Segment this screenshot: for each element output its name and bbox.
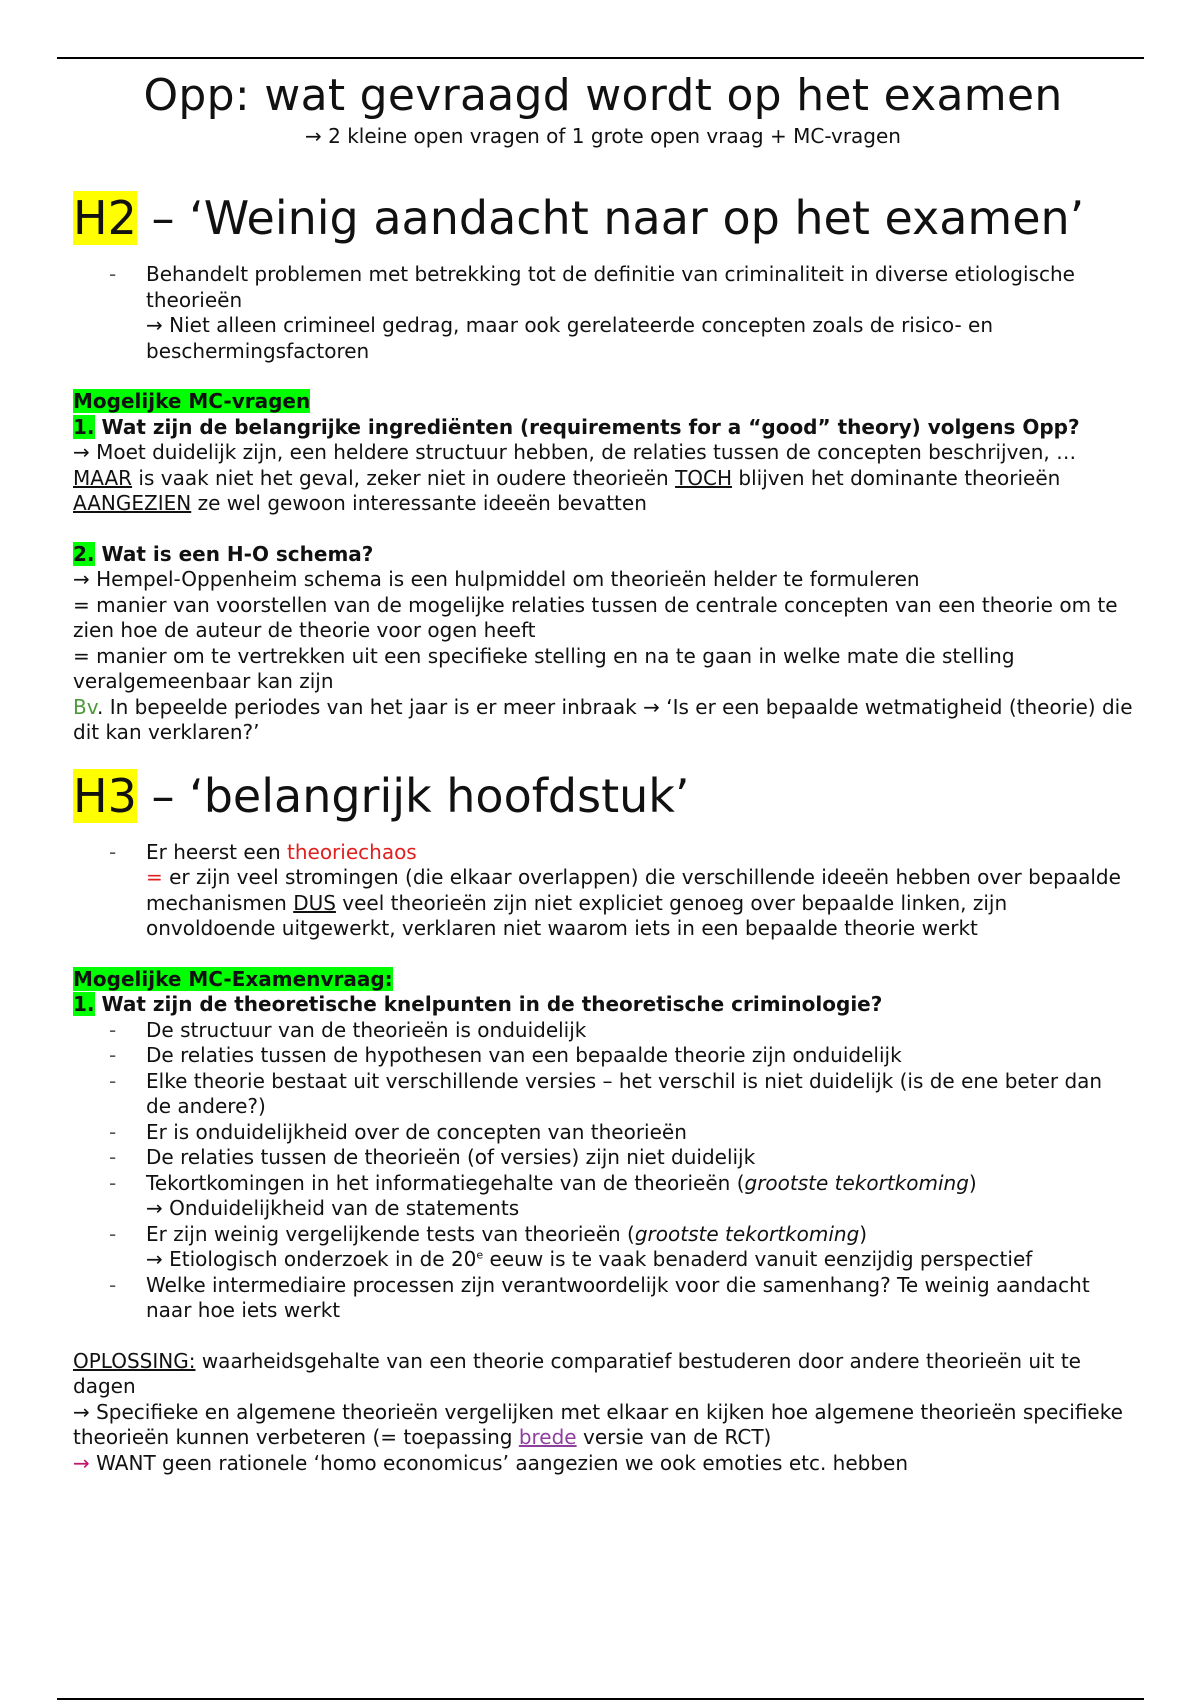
h2-q2-line1: → Hempel-Oppenheim schema is een hulpmiddel om theorieën helder te formuleren: [73, 567, 920, 591]
oplossing-line3: → WANT geen rationele ‘homo economicus’ aangezien we ook emoties etc. hebben: [73, 1450, 909, 1475]
list-item: - De structuur van de theorieën is onduidelijk: [109, 1017, 587, 1042]
list-item: - De relaties tussen de theorieën (of versies) zijn niet duidelijk: [109, 1145, 756, 1169]
h2-q2-example: Bv. In bepeelde periodes van het jaar is er meer inbraak → ‘Is er een bepaalde wetmatigheid (theorie) die dit kan verklaren?’: [73, 694, 1133, 744]
h3-heading: [73, 768, 1133, 824]
h3-bullet: [73, 840, 1133, 942]
oplossing-line2: → Specifieke en algemene theorieën vergelijken met elkaar en kijken hoe algemene theorieën specifieke theorieën kunnen verbeteren (= toepassing brede versie van de RCT): [73, 1399, 1123, 1449]
top-rule: [57, 57, 1144, 59]
h3-q1-list: [73, 1018, 1133, 1324]
page-title: Opp: wat gevraagd wordt op het examen: [143, 70, 1063, 121]
h2-bullet: [73, 262, 1133, 364]
h2-bullet-line1: Behandelt problemen met betrekking tot de definitie van criminaliteit in diverse etiologische theorieën: [146, 262, 1075, 312]
h2-q1-answer2: MAAR is vaak niet het geval, zeker niet in oudere theorieën TOCH blijven het dominante theorieën AANGEZIEN ze wel gewoon interessante ideeën bevatten: [73, 465, 1061, 515]
h3-title: – ‘belangrijk hoofdstuk’: [136, 768, 690, 823]
list-item: - Welke intermediaire processen zijn verantwoordelijk voor die samenhang? Te weinig aandacht naar hoe iets werkt: [109, 1272, 1090, 1322]
dash-bullet: -: [109, 839, 117, 864]
h2-tag: H2: [73, 191, 137, 245]
h3-mc-label: Mogelijke MC-Examenvraag:: [73, 966, 393, 991]
h2-mc-block: [73, 389, 1133, 746]
brede-link[interactable]: brede: [518, 1425, 577, 1449]
arrow-icon: →: [73, 1450, 90, 1475]
h3-mc-block: [73, 967, 1133, 1324]
list-item: - Tekortkomingen in het informatiegehalte van de theorieën (grootste tekortkoming) → Onduidelijkheid van de statements: [109, 1170, 977, 1220]
h3-bullet-line1: Er heerst een theoriechaos: [146, 839, 417, 864]
h3-bullet-list: [73, 840, 1133, 942]
dash-bullet: -: [109, 262, 117, 286]
oplossing-line1: OPLOSSING: waarheidsgehalte van een theorie comparatief bestuderen door andere theorieën uit te dagen: [73, 1348, 1081, 1398]
h2-bullet-list: [73, 262, 1133, 364]
h2-q1-question: 1. Wat zijn de belangrijke ingrediënten (requirements for a “good” theory) volgens Opp?: [73, 414, 1080, 439]
document-body: [73, 70, 1133, 1476]
list-item: - De relaties tussen de hypothesen van een bepaalde theorie zijn onduidelijk: [109, 1043, 902, 1067]
h2-mc-label: Mogelijke MC-vragen: [73, 389, 311, 413]
h2-bullet-line2: → Niet alleen crimineel gedrag, maar ook gerelateerde concepten zoals de risico- en beschermingsfactoren: [146, 313, 993, 363]
oplossing-block: [73, 1349, 1133, 1477]
h3-bullet-line2: = er zijn veel stromingen (die elkaar overlappen) die verschillende ideeën hebben over bepaalde mechanismen DUS veel theorieën zijn niet expliciet genoeg over bepaalde linken, zijn onvoldoende uitgewerkt, verklaren niet waarom iets in een bepaalde theorie werkt: [146, 865, 1121, 940]
list-item: - Er is onduidelijkheid over de concepten van theorieën: [109, 1119, 687, 1144]
h3-tag: H3: [73, 768, 137, 823]
h2-q2-line2: = manier van voorstellen van de mogelijke relaties tussen de centrale concepten van een theorie om te zien hoe de auteur de theorie voor ogen heeft: [73, 592, 1118, 642]
list-item: - Er zijn weinig vergelijkende tests van theorieën (grootste tekortkoming) → Etiologisch onderzoek in de 20e eeuw is te vaak benaderd vanuit eenzijdig perspectief: [109, 1221, 1033, 1271]
h2-heading: [73, 190, 1133, 246]
h2-q1-answer1: → Moet duidelijk zijn, een heldere structuur hebben, de relaties tussen de concepten beschrijven, …: [73, 440, 1077, 464]
h2-q2-question: 2. Wat is een H-O schema?: [73, 541, 374, 566]
h2-title: – ‘Weinig aandacht naar op het examen’: [136, 191, 1085, 245]
h3-q1-question: 1. Wat zijn de theoretische knelpunten in de theoretische criminologie?: [73, 992, 883, 1016]
h2-q2-line3: = manier om te vertrekken uit een specifieke stelling en na te gaan in welke mate die stelling veralgemeenbaar kan zijn: [73, 643, 1015, 693]
list-item: - Elke theorie bestaat uit verschillende versies – het verschil is niet duidelijk (is de ene beter dan de andere?): [109, 1068, 1103, 1118]
page-subtitle: → 2 kleine open vragen of 1 grote open vraag + MC-vragen: [305, 124, 901, 148]
